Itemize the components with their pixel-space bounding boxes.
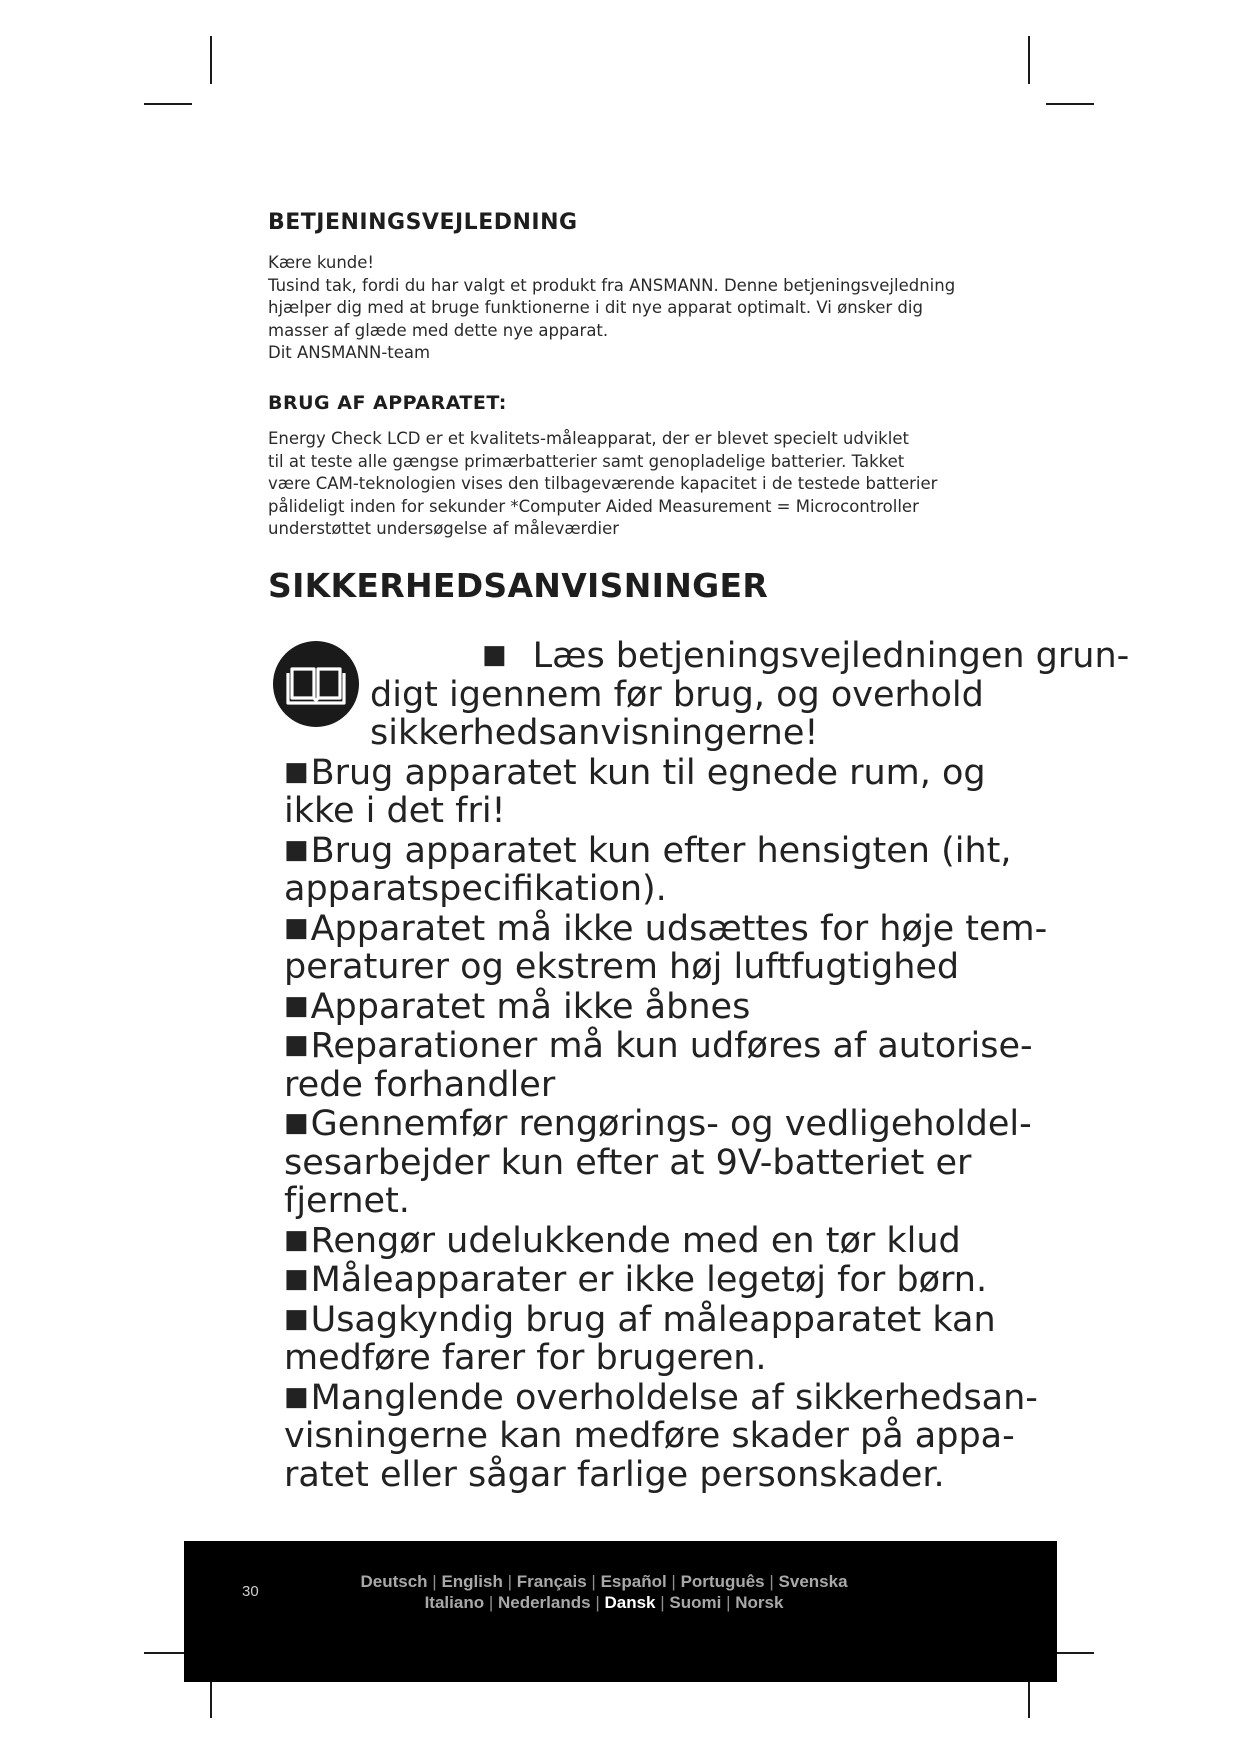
safety-item-text: Brug apparatet kun til egnede rum, og [310,752,986,793]
bullet-icon: ■ [284,1381,309,1412]
intro-line: Dit ANSMANN-team [268,343,431,362]
language-separator: | [507,1572,512,1591]
bullet-icon: ■ [284,1108,309,1138]
document-title: BETJENINGSVEJLEDNING [268,210,578,235]
usage-line: pålideligt inden for sekunder *Computer Aided Measurement = Microcontroller [268,496,919,516]
safety-item-text: Manglende overholdelse af sikkerhedsan- [310,1377,1038,1418]
safety-item-first-line [284,1221,1044,1261]
language-separator: | [432,1572,437,1591]
safety-item-first-line [284,636,1130,676]
safety-item-text: Usagkyndig brug af måleapparatet kan [310,1299,996,1340]
safety-item-first-line [284,1104,1044,1144]
crop-mark-top-left-horizontal [144,103,192,105]
language-row [284,1571,924,1592]
safety-item-first-line [284,1026,1044,1066]
safety-item [284,1221,1044,1261]
language-link-dansk[interactable]: Dansk [604,1593,656,1612]
language-separator: | [726,1593,731,1612]
page-number: 30 [242,1583,259,1600]
safety-item [284,908,1048,987]
safety-item-text: ikke i det fri! [284,791,506,831]
language-separator: | [769,1572,774,1591]
intro-line: Tusind tak, fordi du har valgt et produkt fra ANSMANN. Denne betjeningsvejledning [268,275,956,295]
usage-line: være CAM-teknologien vises den tilbageværende kapacitet i de testede batterier [268,474,938,493]
safety-item [284,753,1044,831]
safety-item-first-line [284,908,1048,949]
language-separator: | [591,1572,596,1591]
safety-item-first-line [284,753,1044,793]
language-link-suomi[interactable]: Suomi [669,1593,722,1612]
safety-item [284,831,1044,909]
safety-item-text: Brug apparatet kun efter hensigten (iht, [310,830,1012,871]
safety-heading: SIKKERHEDSANVISNINGER [268,566,769,605]
language-link-italiano[interactable]: Italiano [424,1593,485,1612]
safety-item-first-line [284,1300,1044,1340]
safety-item-text: apparatspecifikation). [284,869,667,909]
safety-item-text: rede forhandler [284,1064,556,1105]
usage-heading: BRUG AF APPARATET: [268,392,507,414]
usage-line: til at teste alle gængse primærbatterier samt genopladelige batterier. Takket [268,451,905,471]
language-link-español[interactable]: Español [600,1572,667,1591]
safety-item-first-line [284,1260,1044,1300]
language-link-français[interactable]: Français [516,1572,587,1591]
safety-item-text: peraturer og ekstrem høj luftfugtighed [284,947,960,987]
safety-item-text: Reparationer må kun udføres af autorise- [310,1026,1033,1066]
usage-line: Energy Check LCD er et kvalitets-måleapparat, der er blevet specielt udviklet [268,429,909,448]
language-link-english[interactable]: English [441,1572,503,1591]
safety-item-text: Gennemfør rengørings- og vedligeholdel- [310,1104,1032,1144]
safety-instructions-list [284,636,1130,1495]
language-separator: | [595,1593,600,1612]
language-link-português[interactable]: Português [680,1572,765,1591]
safety-item-text: digt igennem før brug, og overhold [370,674,984,715]
safety-item-text: fjernet. [284,1181,410,1221]
language-link-deutsch[interactable]: Deutsch [360,1572,428,1591]
bullet-icon: ■ [284,990,309,1021]
language-separator: | [671,1572,676,1591]
intro-text [268,252,1028,365]
bullet-icon: ■ [284,756,309,787]
language-link-norsk[interactable]: Norsk [735,1593,784,1612]
safety-item [284,1300,1044,1378]
safety-item-text: Læs betjeningsvejledningen grun- [532,636,1130,676]
safety-item-first-line [284,987,1044,1027]
intro-line: Kære kunde! [268,253,375,272]
safety-item-text: Apparatet må ikke åbnes [310,986,751,1027]
safety-item-text: Apparatet må ikke udsættes for høje tem- [310,908,1048,949]
usage-line: understøttet undersøgelse af måleværdier [268,519,620,538]
safety-item-text: Rengør udelukkende med en tør klud [310,1220,961,1261]
language-selector [284,1571,924,1613]
bullet-icon: ■ [284,1264,309,1294]
language-separator: | [660,1593,665,1612]
safety-item [284,987,1044,1027]
language-row [284,1592,924,1613]
crop-mark-top-right-horizontal [1046,103,1094,105]
language-link-svenska[interactable]: Svenska [778,1572,848,1591]
safety-item-first-line [284,831,1044,871]
safety-item-text: Måleapparater er ikke legetøj for børn. [310,1260,988,1300]
page-footer [184,1541,1057,1682]
safety-item [284,1378,1044,1495]
safety-item [284,1104,1044,1221]
language-separator: | [488,1593,494,1612]
bullet-icon: ■ [284,1030,309,1060]
safety-item-text: sikkerhedsanvisningerne! [370,713,819,753]
bullet-icon: ■ [482,640,507,670]
safety-item-text: visningerne kan medføre skader på appa- [284,1416,1015,1456]
safety-item-text: medføre farer for brugeren. [284,1338,767,1378]
crop-mark-top-right-vertical [1028,36,1030,84]
crop-mark-top-left-vertical [210,36,212,84]
safety-item-text: ratet eller sågar farlige personskader. [284,1454,945,1495]
bullet-icon: ■ [284,1303,309,1334]
safety-item-text: sesarbejder kun efter at 9V-batteriet er [284,1142,972,1183]
safety-item [284,1026,1044,1104]
intro-line: hjælper dig med at bruge funktionerne i dit nye apparat optimalt. Vi ønsker dig [268,298,923,317]
bullet-icon: ■ [284,834,309,865]
bullet-icon: ■ [284,912,309,943]
language-link-nederlands[interactable]: Nederlands [497,1593,591,1612]
safety-item-first-line [284,1378,1044,1418]
safety-item [284,1260,1044,1300]
usage-text [268,428,1028,541]
safety-item [284,636,1130,753]
bullet-icon: ■ [284,1224,309,1255]
intro-line: masser af glæde med dette nye apparat. [268,320,609,340]
